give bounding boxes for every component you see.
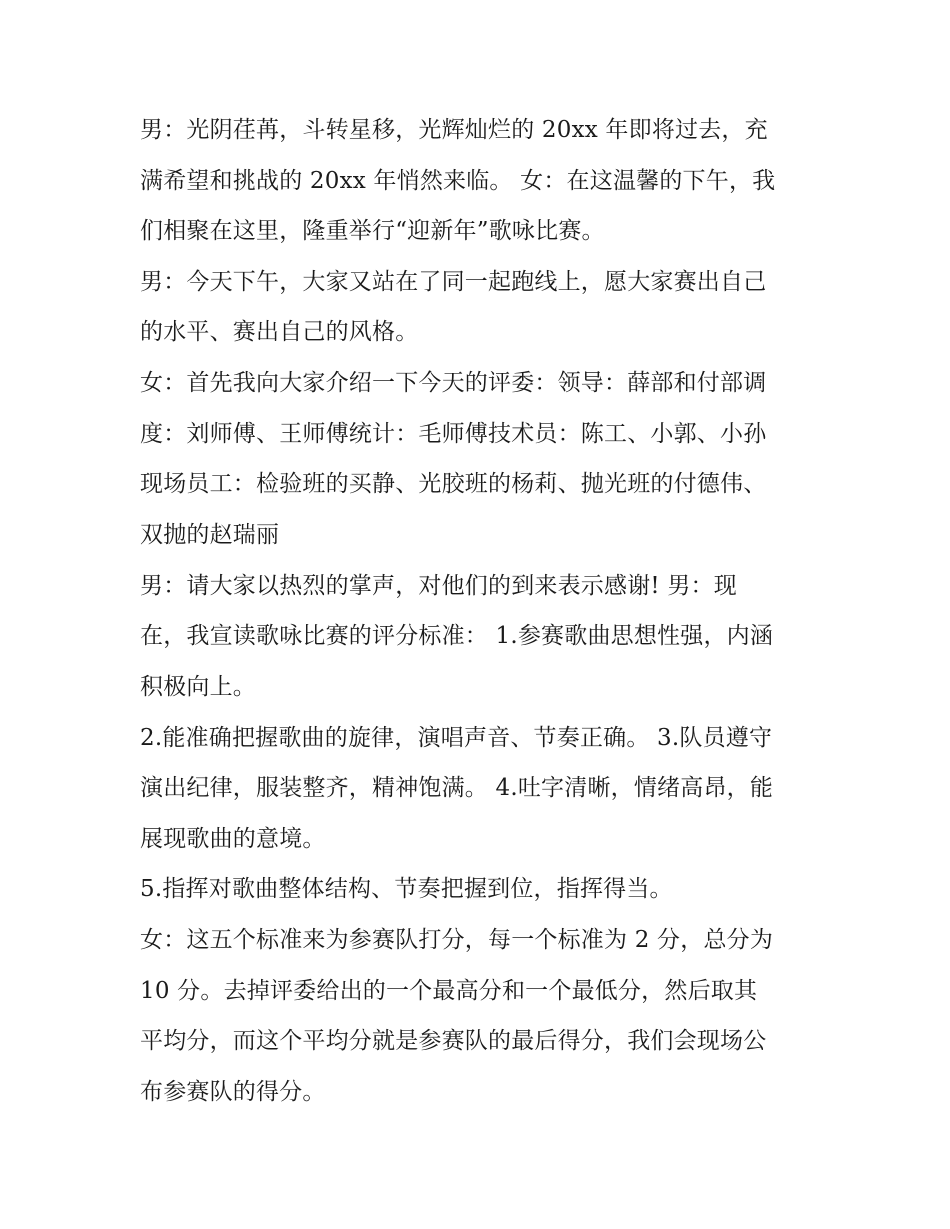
text-line-18: 10 分。去掉评委给出的一个最高分和一个最低分，然后取其 xyxy=(140,978,758,1004)
text-line-17: 女：这五个标准来为参赛队打分，每一个标准为 2 分，总分为 xyxy=(140,927,774,953)
text-line-5: 的水平、赛出自己的风格。 xyxy=(140,319,419,345)
text-line-15: 展现歌曲的意境。 xyxy=(140,826,326,852)
text-line-13: 2.能准确把握歌曲的旋律，演唱声音、节奏正确。 3.队员遵守 xyxy=(140,725,773,751)
text-line-8: 现场员工：检验班的买静、光胶班的杨莉、抛光班的付德伟、 xyxy=(140,471,767,497)
text-line-6: 女：首先我向大家介绍一下今天的评委：领导：薛部和付部调 xyxy=(140,370,767,396)
text-line-10: 男：请大家以热烈的掌声，对他们的到来表示感谢! 男：现 xyxy=(140,573,737,599)
text-line-11: 在，我宣读歌咏比赛的评分标准： 1.参赛歌曲思想性强，内涵 xyxy=(140,623,774,649)
text-line-9: 双抛的赵瑞丽 xyxy=(140,522,280,548)
text-line-20: 布参赛队的得分。 xyxy=(140,1079,326,1105)
text-line-14: 演出纪律，服装整齐，精神饱满。 4.吐字清晰，情绪高昂，能 xyxy=(140,775,774,801)
text-line-12: 积极向上。 xyxy=(140,674,256,700)
text-line-4: 男：今天下午，大家又站在了同一起跑线上，愿大家赛出自己 xyxy=(140,269,767,295)
text-line-2: 满希望和挑战的 20xx 年悄然来临。 女：在这温馨的下午，我 xyxy=(140,168,776,194)
text-line-7: 度：刘师傅、王师傅统计：毛师傅技术员：陈工、小郭、小孙 xyxy=(140,421,767,447)
text-line-1: 男：光阴荏苒，斗转星移，光辉灿烂的 20xx 年即将过去，充 xyxy=(140,117,768,143)
text-line-3: 们相聚在这里，隆重举行“迎新年”歌咏比赛。 xyxy=(140,218,605,244)
text-line-19: 平均分，而这个平均分就是参赛队的最后得分，我们会现场公 xyxy=(140,1028,767,1054)
text-line-16: 5.指挥对歌曲整体结构、节奏把握到位，指挥得当。 xyxy=(140,876,673,902)
